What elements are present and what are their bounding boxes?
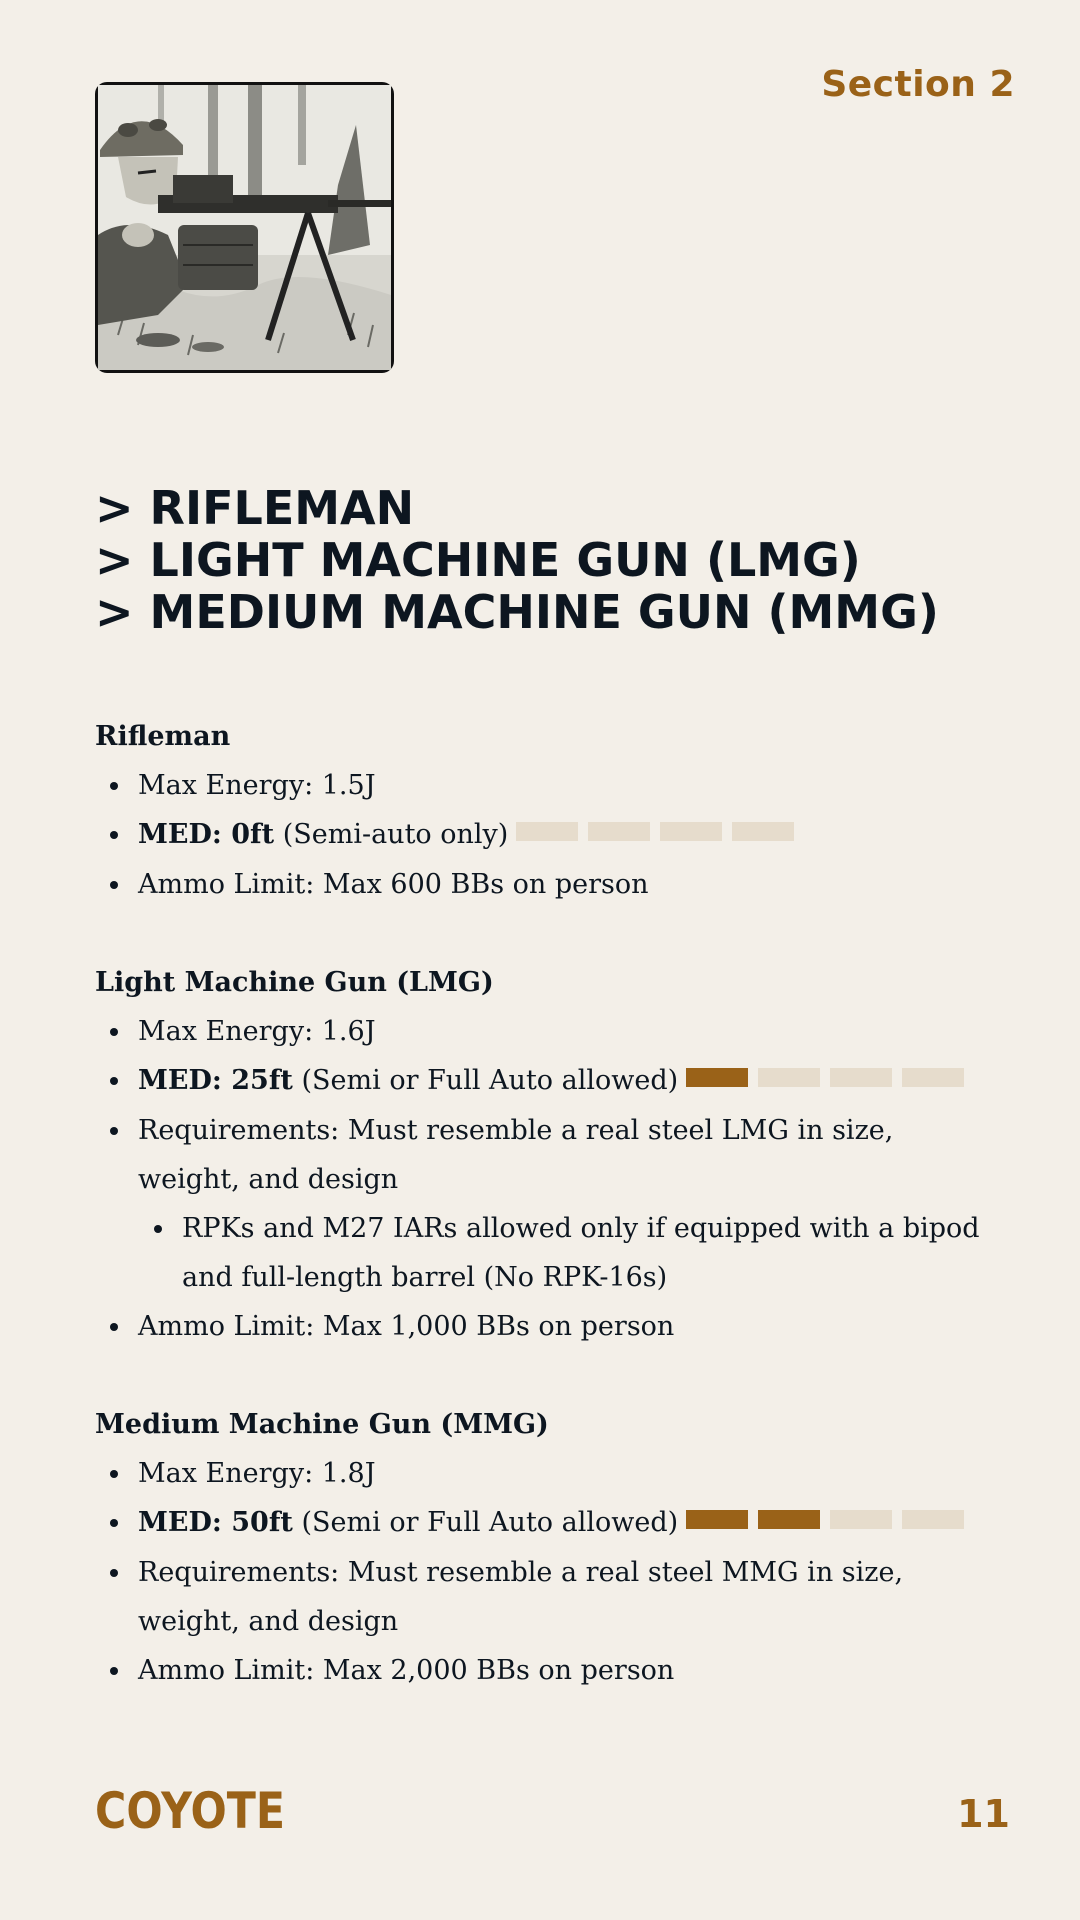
meter-segment: [516, 822, 578, 841]
mmg-energy: Max Energy: 1.8J: [95, 1449, 1000, 1498]
mmg-list: [95, 1449, 1000, 1695]
meter-segment: [902, 1510, 964, 1529]
mmg-med-meter: [686, 1496, 974, 1545]
heading-group: [95, 482, 1055, 638]
mmg-med-value: MED: 50ft: [138, 1507, 293, 1538]
heading-lmg: > LIGHT MACHINE GUN (LMG): [95, 533, 861, 587]
mmg-section: [95, 1400, 1000, 1695]
svg-text:COYOTE: COYOTE: [95, 1782, 285, 1840]
soldier-machine-gun-illustration: [95, 82, 394, 373]
class-rules-content: [95, 712, 1000, 1744]
rifleman-med: [95, 810, 1000, 860]
lmg-med-meter: [686, 1054, 974, 1103]
coyote-logo: [95, 1782, 295, 1840]
page-number: 11: [957, 1792, 1010, 1836]
mmg-ammo: Ammo Limit: Max 2,000 BBs on person: [95, 1646, 1000, 1695]
meter-segment: [660, 822, 722, 841]
rifleman-title: Rifleman: [95, 721, 231, 752]
rifleman-list: [95, 761, 1000, 909]
meter-segment: [732, 822, 794, 841]
mmg-med-note: (Semi or Full Auto allowed): [292, 1507, 679, 1538]
meter-segment: [830, 1068, 892, 1087]
rifleman-ammo: Ammo Limit: Max 600 BBs on person: [95, 860, 1000, 909]
heading-mmg: > MEDIUM MACHINE GUN (MMG): [95, 585, 939, 639]
coyote-logo-mark: [95, 1782, 295, 1840]
lmg-list: [95, 1007, 1000, 1351]
rifleman-section: [95, 712, 1000, 909]
lmg-section: [95, 958, 1000, 1351]
lmg-med-value: MED: 25ft: [138, 1065, 293, 1096]
lmg-requirements: Requirements: Must resemble a real steel LMG in size, weight, and design: [95, 1106, 1000, 1204]
rifleman-med-note: (Semi-auto only): [274, 819, 509, 850]
lmg-energy: Max Energy: 1.6J: [95, 1007, 1000, 1056]
mmg-med: [95, 1498, 1000, 1548]
meter-segment: [758, 1510, 820, 1529]
lmg-med: [95, 1056, 1000, 1106]
meter-segment: [758, 1068, 820, 1087]
meter-segment: [588, 822, 650, 841]
mmg-title: Medium Machine Gun (MMG): [95, 1409, 549, 1440]
meter-segment: [686, 1510, 748, 1529]
lmg-requirements-sub: RPKs and M27 IARs allowed only if equipped with a bipod and full-length barrel (No RPK-16s): [95, 1204, 1000, 1302]
mmg-requirements: Requirements: Must resemble a real steel MMG in size, weight, and design: [95, 1548, 1000, 1646]
meter-segment: [902, 1068, 964, 1087]
lmg-ammo: Ammo Limit: Max 1,000 BBs on person: [95, 1302, 1000, 1351]
heading-rifleman: > RIFLEMAN: [95, 481, 415, 535]
section-label: Section 2: [821, 64, 1015, 105]
rifleman-med-meter: [516, 808, 804, 857]
rifleman-energy: Max Energy: 1.5J: [95, 761, 1000, 810]
meter-segment: [686, 1068, 748, 1087]
lmg-med-note: (Semi or Full Auto allowed): [292, 1065, 679, 1096]
rifleman-med-value: MED: 0ft: [138, 819, 275, 850]
lmg-title: Light Machine Gun (LMG): [95, 967, 494, 998]
meter-segment: [830, 1510, 892, 1529]
